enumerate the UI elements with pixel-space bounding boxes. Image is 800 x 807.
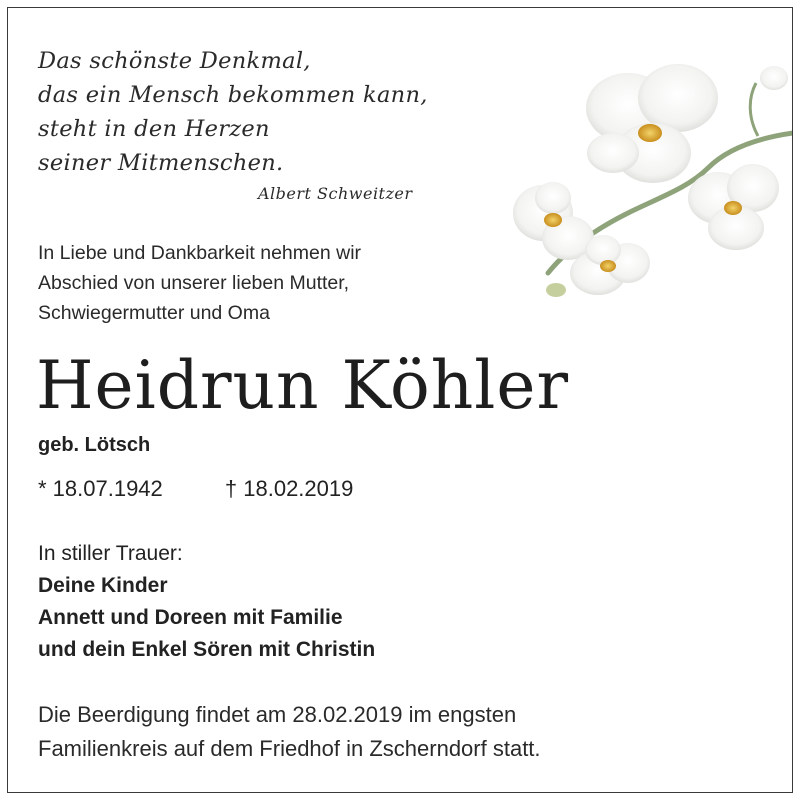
mourner-line: Deine Kinder xyxy=(38,574,168,597)
orchid-flower xyxy=(513,182,594,260)
mourner-line: Annett und Doreen mit Familie xyxy=(38,606,343,629)
quote-line: steht in den Herzen xyxy=(38,116,270,142)
obituary-card xyxy=(7,7,793,793)
orchid-flower xyxy=(688,164,779,250)
birth-name: geb. Lötsch xyxy=(38,434,151,456)
mourner-line: und dein Enkel Sören mit Christin xyxy=(38,638,376,661)
quote-author: Albert Schweitzer xyxy=(258,184,413,203)
funeral-notice xyxy=(38,698,541,766)
intro-line: In Liebe und Dankbarkeit nehmen wir xyxy=(38,242,362,264)
intro-line: Abschied von unserer lieben Mutter, xyxy=(38,272,350,294)
life-dates xyxy=(38,476,353,502)
quote-line: seiner Mitmenschen. xyxy=(38,150,284,176)
quote-block xyxy=(38,44,428,180)
intro-text xyxy=(38,238,361,328)
mourners-block xyxy=(38,538,375,666)
funeral-line: Die Beerdigung findet am 28.02.2019 im engsten xyxy=(38,702,517,727)
orchid-image xyxy=(508,38,793,308)
mourners-heading: In stiller Trauer: xyxy=(38,542,183,565)
birth-date: * 18.07.1942 xyxy=(38,476,163,501)
deceased-name: Heidrun Köhler xyxy=(36,347,570,424)
funeral-line: Familienkreis auf dem Friedhof in Zscherndorf statt. xyxy=(38,736,541,761)
orchid-flower xyxy=(586,64,718,183)
intro-line: Schwiegermutter und Oma xyxy=(38,302,270,324)
quote-line: Das schönste Denkmal, xyxy=(38,48,311,74)
death-date: † 18.02.2019 xyxy=(224,476,354,501)
quote-line: das ein Mensch bekommen kann, xyxy=(38,82,428,108)
